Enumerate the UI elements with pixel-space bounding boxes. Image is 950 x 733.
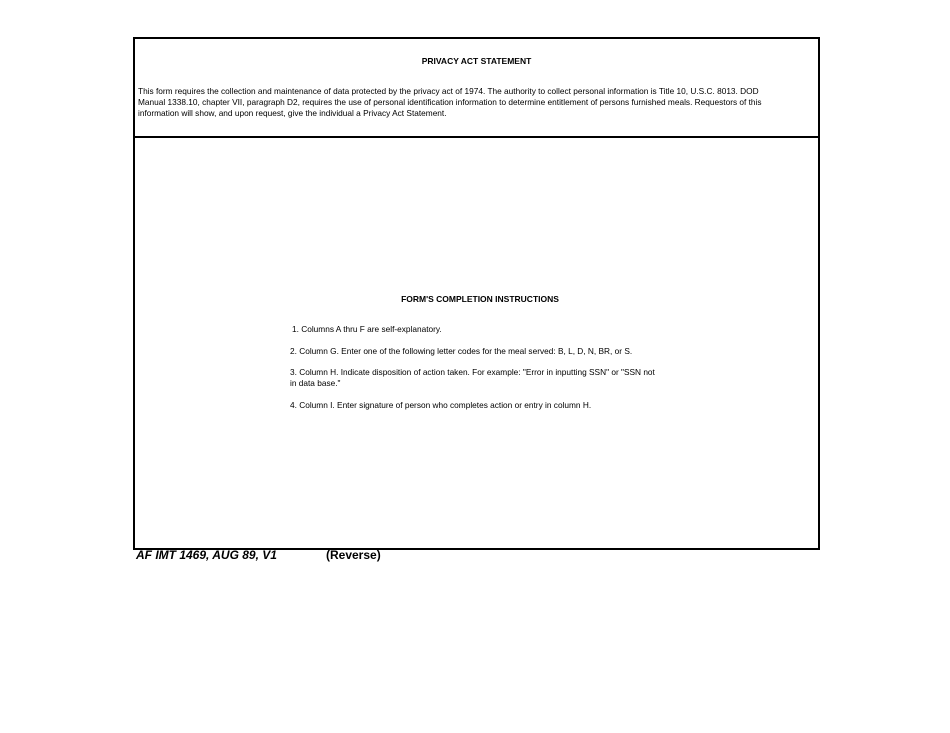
privacy-act-text: This form requires the collection and maintenance of data protected by the privacy act of 1974. The authority to collect personal information is Title 10, U.S.C. 8013. DOD Manual 1338.10, chapter VII, paragraph D2, requires the use of personal identification information to determine entitlement of persons furnished meals. Requestors of this information will show, and upon request, give the individual a Privacy Act Statement.: [138, 86, 762, 118]
instructions-title: FORM'S COMPLETION INSTRUCTIONS: [401, 294, 559, 304]
form-identifier: AF IMT 1469, AUG 89, V1: [136, 548, 277, 562]
privacy-act-section: [135, 39, 818, 138]
instruction-item: 3. Column H. Indicate disposition of action taken. For example: "Error in inputting SSN" or "SSN not in data base.": [290, 367, 655, 388]
instruction-item: 4. Column I. Enter signature of person who completes action or entry in column H.: [290, 400, 592, 410]
instruction-item: 2. Column G. Enter one of the following letter codes for the meal served: B, L, D, N, BR, or S.: [290, 346, 633, 356]
privacy-act-title: PRIVACY ACT STATEMENT: [421, 56, 532, 66]
form-page: [133, 37, 820, 550]
instruction-item: 1. Columns A thru F are self-explanatory.: [292, 324, 442, 334]
page-side-label: (Reverse): [326, 548, 381, 562]
